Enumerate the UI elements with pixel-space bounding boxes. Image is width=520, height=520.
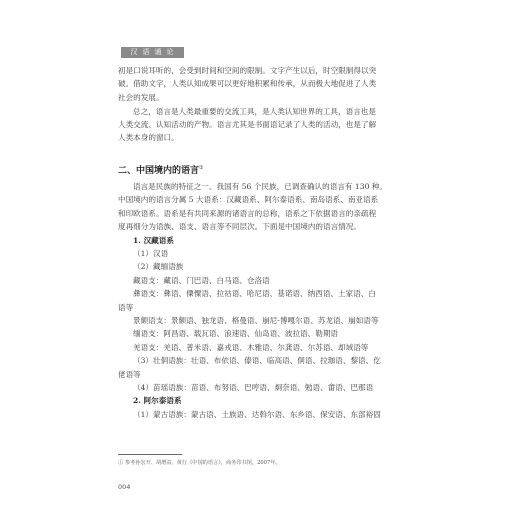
list-line: （1）蒙古语族：蒙古语、土族语、达斡尔语、东乡语、保安语、东部裕固 <box>133 409 381 419</box>
list-heading: 2. 阿尔泰语系 <box>133 396 182 406</box>
paragraph-line: 度再细分为语族、语支、语言等不同层次。下面是中国境内的语言情况。 <box>118 222 361 232</box>
paragraph-summary <box>118 105 398 145</box>
paragraph-line: 和印欧语系。语系是有共同来源的诸语言的总称，语系之下依据语言的亲疏程 <box>118 208 377 218</box>
footnote-mark: ① <box>199 165 204 171</box>
list-line: （4）苗瑶语族：苗语、布努语、巴哼语、炯奈语、勉语、畲语、巴那语 <box>133 382 374 392</box>
list-heading: 1. 汉藏语系 <box>133 235 174 245</box>
running-head-char: 通 <box>154 48 163 56</box>
list-line: 语等 <box>118 302 134 312</box>
paragraph-line: 人类交流、认知活动的产物。语言尤其是书面语记录了人类的活动，也是了解 <box>118 119 377 129</box>
paragraph-languages <box>118 180 398 234</box>
running-head <box>121 47 184 58</box>
paragraph-line: 语言是民族的特征之一。我国有 56 个民族，已调查确认的语言有 130 种。 <box>133 182 388 191</box>
list-line: 羌语支：羌语、普米语、嘉戎语、木雅语、尔龚语、尔苏语、却域语等 <box>133 342 369 352</box>
running-head-char: 语 <box>142 48 151 56</box>
list-line: （3）壮侗语族：壮语、布依语、傣语、临高语、侗语、拉珈语、黎语、仡 <box>133 356 381 366</box>
language-family-list <box>118 234 398 421</box>
list-line: （2）藏缅语族 <box>133 262 184 272</box>
section-title <box>118 161 204 178</box>
section-title-text: 二、中国境内的语言 <box>118 166 200 176</box>
footnote: ① 参考孙宏开、胡增益、黄行《中国的语言》，商务印书馆，2007年。 <box>118 460 281 466</box>
list-line: 佬语等 <box>118 369 141 379</box>
page-number: 004 <box>118 483 131 491</box>
running-head-char: 论 <box>166 48 175 56</box>
paragraph-line: 中国境内的语言分属 5 大语系：汉藏语系、阿尔泰语系、南岛语系、南亚语系 <box>118 195 379 205</box>
paragraph-line: 总之，语言是人类最重要的交流工具，是人类认知世界的工具，语言也是 <box>133 106 376 116</box>
list-line: 景颇语支：景颇语、独龙语、格曼语、崩尼-博嘎尔语、苏龙语、崩如语等 <box>133 315 379 325</box>
list-line: （1）汉语 <box>133 248 169 258</box>
paragraph-continued <box>118 64 398 104</box>
footnote-divider <box>118 454 182 455</box>
paragraph-line: 社会的发展。 <box>118 92 164 102</box>
paragraph-line: 人类本身的窗口。 <box>118 133 179 143</box>
paragraph-line: 初是口说耳听的，会受到时间和空间的限制。文字产生以后，时空限制得以突 <box>118 66 377 75</box>
list-line: 缅语支：阿昌语、载瓦语、浪速语、仙岛语、波拉语、勒期语 <box>133 329 339 339</box>
list-line: 彝语支：彝语、傈僳语、拉祜语、哈尼语、基诺语、纳西语、土家语、白 <box>133 289 376 299</box>
list-line: 藏语支：藏语、门巴语、白马语、仓洛语 <box>133 275 270 285</box>
running-head-char: 汉 <box>130 48 139 56</box>
paragraph-line: 破。借助文字，人类认知成果可以更好地积累和传承，从而极大地促进了人类 <box>118 79 377 89</box>
